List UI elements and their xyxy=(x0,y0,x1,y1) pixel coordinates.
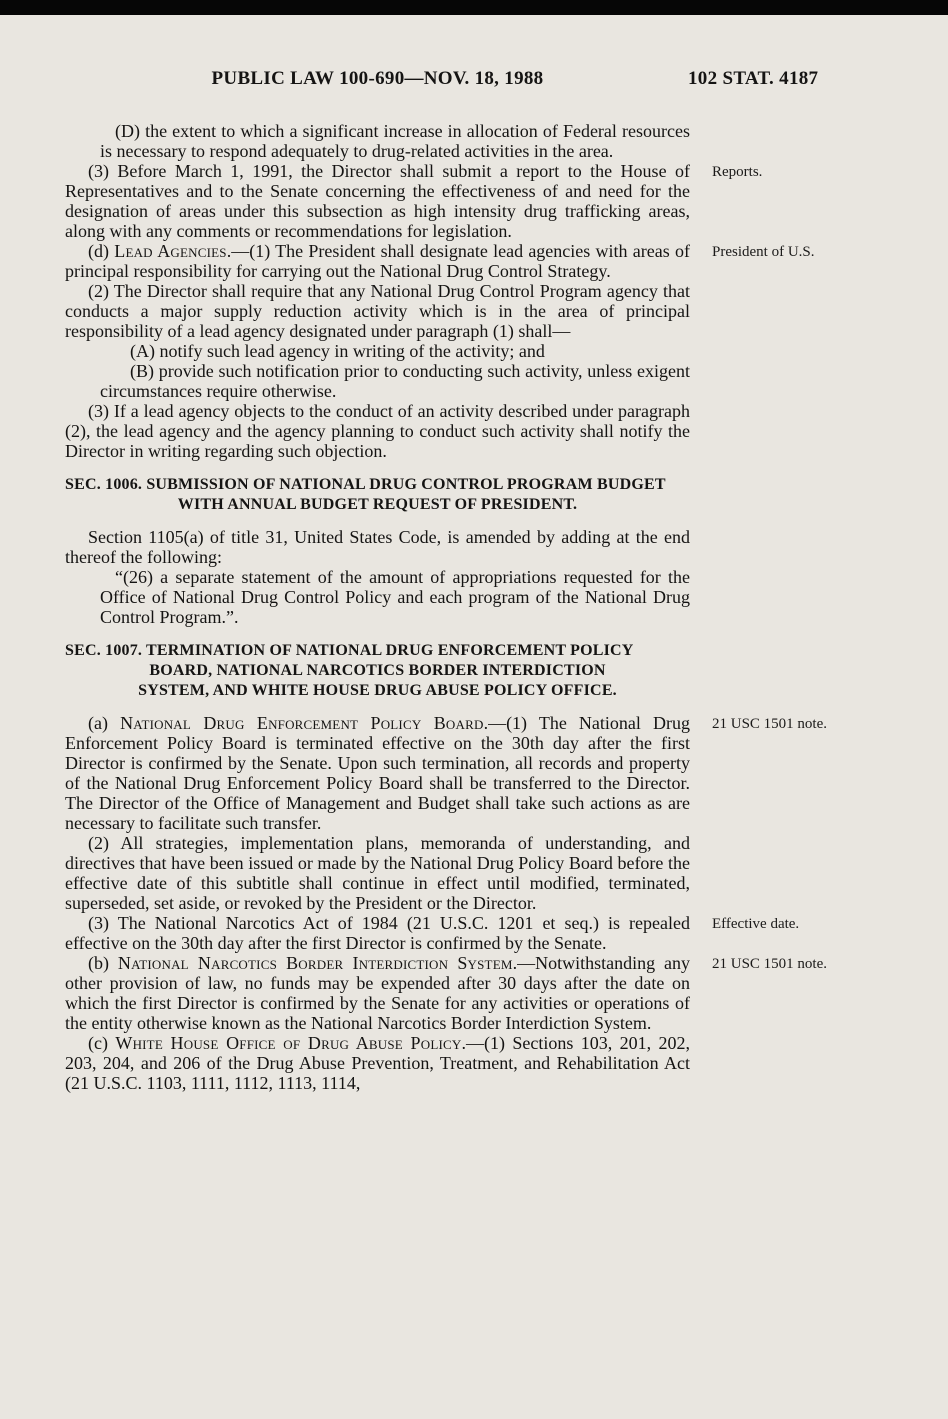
statute-paragraph: “(26) a separate statement of the amount of appropriations requested for the Office of National Drug Control Policy and each program of the National Drug Control Program.”. xyxy=(100,567,690,627)
text-run: .—(1) The National Drug Enforcement Policy Board is terminated effective on the 30th day after the first Director is confirmed by the Senate. Upon such termination, all records and property of the National Drug Enforcement Policy Board shall be transferred to the Director. The Director of the Office of Management and Budget shall take such actions as are necessary to facilitate such transfer. xyxy=(65,713,690,833)
small-caps-run: White House Office of Drug Abuse Policy xyxy=(115,1033,462,1053)
section-heading-line: WITH ANNUAL BUDGET REQUEST OF PRESIDENT. xyxy=(177,496,578,513)
section-heading-1006 xyxy=(65,475,690,515)
statute-paragraph: (2) The Director shall require that any National Drug Control Program agency that conducts a major supply reduction activity which is in the area of principal responsibility of a lead agency designated under paragraph (1) shall— xyxy=(65,281,690,341)
statute-paragraph: (B) provide such notification prior to conducting such activity, unless exigent circumstances require otherwise. xyxy=(100,361,690,401)
margin-note-empty xyxy=(712,833,912,913)
statute-paragraph xyxy=(65,953,690,1033)
paragraph-row xyxy=(65,567,948,627)
small-caps-run: National Narcotics Border Interdiction System xyxy=(117,953,513,973)
statute-paragraph: (3) If a lead agency objects to the conduct of an activity described under paragraph (2), the lead agency and the agency planning to conduct such activity shall notify the Director in writing regarding such objection. xyxy=(65,401,690,461)
page-header xyxy=(0,68,948,92)
section-heading-row xyxy=(65,461,948,527)
text-run: .—(1) The President shall designate lead agencies with areas of principal responsibility for carrying out the National Drug Control Strategy. xyxy=(65,241,690,281)
margin-note-empty xyxy=(712,627,912,713)
paragraph-row xyxy=(65,361,948,401)
statute-paragraph: Section 1105(a) of title 31, United States Code, is amended by adding at the end thereof the following: xyxy=(65,527,690,567)
text-run: (a) xyxy=(88,713,121,733)
section-heading-1007 xyxy=(65,641,690,701)
text-run: .—Notwithstanding any other provision of law, no funds may be expended after 30 days after the date on which the first Director is confirmed by the Senate for any activities or operations of the entity otherwise known as the National Narcotics Border Interdiction System. xyxy=(65,953,690,1033)
margin-note-empty xyxy=(712,527,912,567)
margin-note: President of U.S. xyxy=(712,244,815,260)
margin-note-empty xyxy=(712,361,912,401)
margin-note-empty xyxy=(712,121,912,161)
paragraph-row xyxy=(65,121,948,161)
statute-paragraph xyxy=(65,713,690,833)
statute-paragraph: (D) the extent to which a significant increase in allocation of Federal resources is necessary to respond adequately to drug-related activities in the area. xyxy=(100,121,690,161)
statute-paragraph: (3) The National Narcotics Act of 1984 (21 U.S.C. 1201 et seq.) is repealed effective on the 30th day after the first Director is confirmed by the Senate. xyxy=(65,913,690,953)
section-heading-line: SYSTEM, AND WHITE HOUSE DRUG ABUSE POLICY OFFICE. xyxy=(138,682,617,699)
statute-paragraph xyxy=(65,1033,690,1093)
margin-note: Effective date. xyxy=(712,916,800,932)
small-caps-run: National Drug Enforcement Policy Board xyxy=(120,713,484,733)
paragraph-row xyxy=(65,161,948,241)
margin-note-empty xyxy=(712,567,912,627)
text-run: .—(1) Sections 103, 201, 202, 203, 204, and 206 of the Drug Abuse Prevention, Treatment, and Rehabilitation Act (21 U.S.C. 1103, 1111, 1112, 1113, 1114, xyxy=(65,1033,691,1093)
small-caps-run: Lead Agencies xyxy=(114,241,227,261)
paragraph-row xyxy=(65,1033,948,1093)
paragraph-row xyxy=(65,527,948,567)
statute-paragraph xyxy=(65,241,690,281)
text-run: (b) xyxy=(88,953,118,973)
paragraph-row xyxy=(65,953,948,1033)
scan-top-bar xyxy=(0,0,948,15)
stat-page-number: 102 STAT. 4187 xyxy=(688,68,819,89)
statute-text xyxy=(0,121,948,1093)
margin-note-empty xyxy=(712,1033,912,1093)
margin-note-empty xyxy=(712,401,912,461)
margin-note-empty xyxy=(712,341,912,361)
statute-paragraph: (2) All strategies, implementation plans, memoranda of understanding, and directives that have been issued or made by the National Drug Policy Board before the effective date of this subtitle shall continue in effect until modified, terminated, superseded, set aside, or revoked by the President or the Director. xyxy=(65,833,690,913)
statute-paragraph: (A) notify such lead agency in writing of the activity; and xyxy=(130,341,545,361)
section-heading-line: BOARD, NATIONAL NARCOTICS BORDER INTERDICTION xyxy=(149,662,606,679)
text-run: (c) xyxy=(88,1033,116,1053)
statute-paragraph: (3) Before March 1, 1991, the Director shall submit a report to the House of Representatives and to the Senate concerning the effectiveness of and need for the designation of areas under this subsection as high intensity drug trafficking areas, along with any comments or recommendations for legislation. xyxy=(65,161,690,241)
section-heading-line: SEC. 1007. TERMINATION OF NATIONAL DRUG ENFORCEMENT POLICY xyxy=(65,642,634,659)
section-heading-line: SEC. 1006. SUBMISSION OF NATIONAL DRUG CONTROL PROGRAM BUDGET xyxy=(65,476,666,493)
text-run: (d) xyxy=(88,241,115,261)
margin-note-empty xyxy=(712,281,912,341)
margin-note: 21 USC 1501 note. xyxy=(712,956,828,972)
paragraph-row xyxy=(65,401,948,461)
paragraph-row xyxy=(65,341,948,361)
paragraph-row xyxy=(65,241,948,281)
paragraph-row xyxy=(65,713,948,833)
statute-page xyxy=(0,15,948,1093)
margin-note-empty xyxy=(712,461,912,527)
paragraph-row xyxy=(65,281,948,341)
margin-note: Reports. xyxy=(712,164,763,180)
running-head-title: PUBLIC LAW 100-690—NOV. 18, 1988 xyxy=(211,68,544,89)
margin-note: 21 USC 1501 note. xyxy=(712,716,828,732)
paragraph-row xyxy=(65,913,948,953)
paragraph-row xyxy=(65,833,948,913)
section-heading-row xyxy=(65,627,948,713)
